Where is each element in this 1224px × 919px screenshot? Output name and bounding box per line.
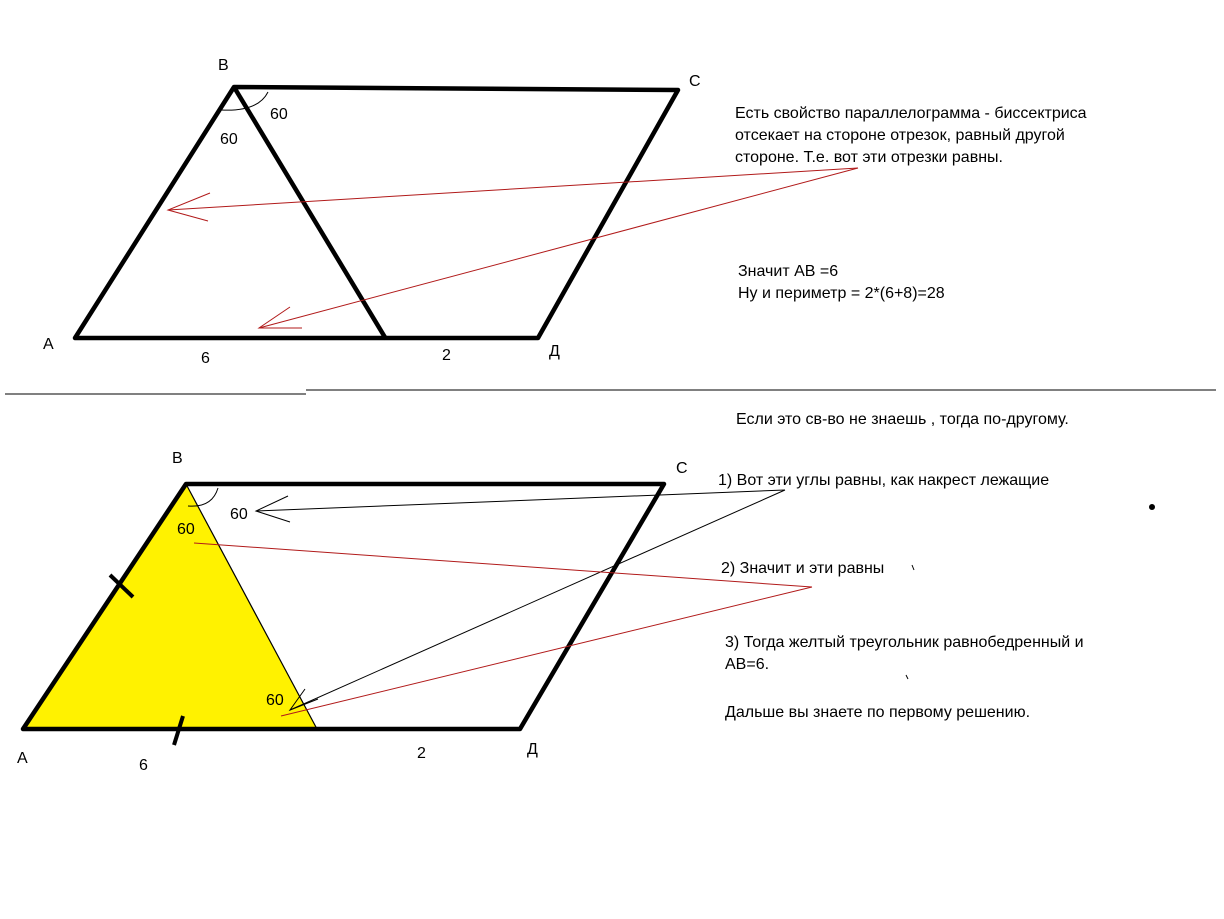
top-side-label-6: 6 [201, 350, 210, 367]
top-note [735, 103, 1087, 169]
bottom-final: Дальше вы знаете по первому решению. [725, 704, 1031, 721]
bottom-intro: Если это св-во не знаешь , тогда по-другому. [736, 411, 1069, 428]
bottom-vertex-label-b: В [172, 450, 183, 467]
bottom-step-3-line: 3) Тогда желтый треугольник равнобедренный и [725, 634, 1084, 651]
top-angle-label-bc: 60 [270, 106, 288, 123]
bottom-vertex-label-a: А [17, 750, 28, 767]
top-result [738, 261, 945, 305]
stray-dot [1149, 504, 1155, 510]
top-bisector [234, 87, 386, 339]
top-angle-label-ab: 60 [220, 131, 238, 148]
bottom-side-label-6: 6 [139, 757, 148, 774]
top-side-label-2: 2 [442, 347, 451, 364]
bottom-side-label-2: 2 [417, 745, 426, 762]
bottom-vertex-label-c: С [676, 460, 688, 477]
top-vertex-label-c: С [689, 73, 701, 90]
top-note-line: стороне. Т.е. вот эти отрезки равны. [735, 149, 1003, 166]
top-result-line: Значит АВ =6 [738, 263, 839, 280]
bottom-angle-label-ab: 60 [177, 521, 195, 538]
bottom-step-2: 2) Значит и эти равны [721, 560, 885, 577]
top-vertex-label-a: А [43, 336, 54, 353]
top-note-line: Есть свойство параллелограмма - биссектриса [735, 105, 1087, 122]
bottom-step-3-line: АВ=6. [725, 656, 770, 673]
bottom-vertex-label-d: Д [527, 741, 538, 758]
top-note-line: отсекает на стороне отрезок, равный другой [735, 127, 1065, 144]
top-parallelogram [75, 87, 678, 338]
bottom-step-3 [725, 632, 1084, 676]
top-vertex-label-b: В [218, 57, 229, 74]
stray-mark-1 [912, 565, 914, 570]
bottom-angle-label-bc: 60 [230, 506, 248, 523]
bottom-angle-label-e: 60 [266, 692, 284, 709]
top-vertex-label-d: Д [549, 343, 560, 360]
top-result-line: Ну и периметр = 2*(6+8)=28 [738, 285, 945, 302]
bottom-black-arrows [256, 490, 785, 710]
bottom-step-1: 1) Вот эти углы равны, как накрест лежащие [718, 472, 1050, 489]
